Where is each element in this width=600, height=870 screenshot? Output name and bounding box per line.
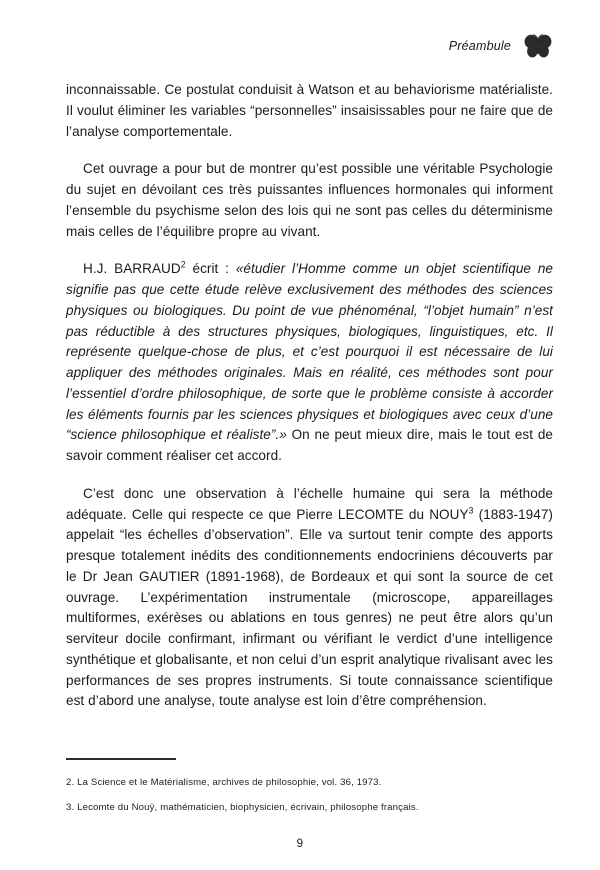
footnote-item: 2. La Science et le Matérialisme, archives de philosophie, vol. 36, 1973. bbox=[66, 776, 382, 788]
blockquote-text: «étudier l’Homme comme un objet scientifique ne signifie pas que cette étude relève exclusivement des méthodes des sciences physiques ou biologiques. Du point de vue phénoménal, “l’objet humain” n’est pas réductible à des structures physiques, biologiques, linguistiques, etc. Il représente quelque-chose de plus, et c’est pourquoi il est nécessaire de lui appliquer des méthodes originales. Mais en réalité, ces méthodes sont pour l’essentiel d’ordre philosophique, de sorte que le problème consiste à accorder les éléments fournis par les sciences physiques et biologiques avec ceux d’une “science philosophique et réaliste”.» bbox=[66, 261, 553, 443]
footnote-item: 3. Lecomte du Nouÿ, mathématicien, biophysicien, écrivain, philosophe français. bbox=[66, 801, 419, 813]
paragraph-purpose: Cet ouvrage a pour but de montrer qu’est possible une véritable Psychologie du sujet en dévoilant ces très puissantes influences hormonales qui informent l’ensemble du psychisme selon des lois qui ne sont pas celles du déterminisme mais celles de l’équilibre propre au vivant. bbox=[66, 161, 553, 239]
footnote-ref-3[interactable]: 3 bbox=[468, 504, 474, 515]
paragraph-method-part-2: (1883-1947) appelait “les échelles d’observation”. Elle va surtout tenir compte des apports presque totalement inédits des conditionnements endocriniens découverts par le Dr Jean GAUTIER (1891-1968), de Bordeaux et qui sont la source de cet ouvrage. L’expérimentation instrumentale (microscope, appareillages multiformes, exérèses ou ablations en tous genres) ne peut être alors qu’un serviteur docile confirmant, infirmant ou vérifiant le verdict d’une intelligence synthétique et globalisante, et non celui d’un esprit analytique rivalisant avec les performances de ses propres instruments. Si toute connaissance scientifique est d’abord une analyse, toute analyse est loin d’être compréhension. bbox=[66, 506, 553, 709]
paragraph-method-part-1: C’est donc une observation à l’échelle humaine qui sera la méthode adéquate. Celle qui respecte ce que Pierre LECOMTE du NOUY bbox=[66, 485, 553, 522]
footnote-separator-rule bbox=[66, 758, 176, 760]
body-text bbox=[66, 80, 553, 712]
running-head-title: Préambule bbox=[448, 39, 511, 53]
citation-comment: On ne peut mieux dire, mais le tout est de savoir comment réaliser cet accord. bbox=[66, 427, 553, 463]
footnote-area bbox=[66, 758, 553, 815]
butterfly-icon bbox=[523, 33, 553, 59]
footnote-ref-2[interactable]: 2 bbox=[180, 259, 186, 270]
paragraph-continued: inconnaissable. Ce postulat conduisit à Watson et au behaviorisme matérialiste. Il voulut éliminer les variables “personnelles” insaisissables pour ne faire que de l’analyse comportementale. bbox=[66, 82, 553, 139]
paragraph-method bbox=[66, 484, 553, 712]
paragraph-barraud-quote bbox=[66, 259, 553, 467]
citation-verb: écrit : bbox=[185, 261, 236, 277]
running-head bbox=[449, 33, 553, 59]
citation-author: H.J. BARRAUD bbox=[83, 261, 181, 277]
page-number: 9 bbox=[296, 838, 304, 850]
